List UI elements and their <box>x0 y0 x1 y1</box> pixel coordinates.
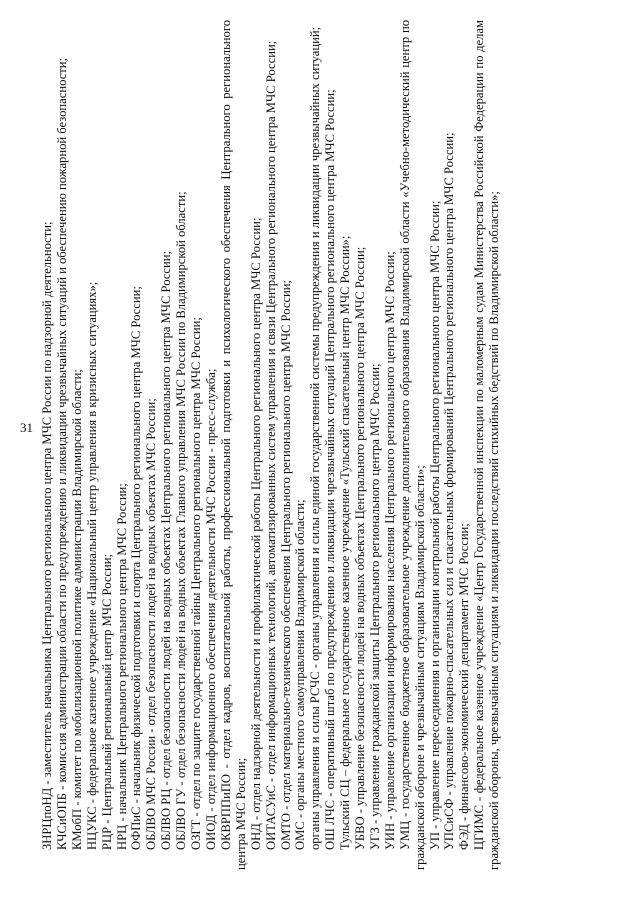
abbreviation-entry-oiod: ОИОД - отдел информационного обеспечения деятельности МЧС России - пресс-служба; <box>203 368 218 850</box>
abbreviation-entry-oblvo: ОБЛВО МЧС России - отдел безопасности людей на водных объектах МЧС России; <box>144 398 159 850</box>
abbreviation-entry-oms: ОМС - органы местного самоуправления Владимирской области; <box>293 499 308 850</box>
abbreviation-entry-oblvo_gu: ОБЛВО ГУ - отдел безопасности людей на водных объектах Главного управления МЧС России по Владимирской области; <box>174 191 189 850</box>
abbreviation-entry-upssisf: УПСиСФ - управление пожарно-спасательных сил и спасательных формирований Центрального регионального центра МЧС России; <box>442 132 457 850</box>
abbreviation-entry-ubvo: УБВО - управление безопасности людей на водных объектах Центрального регионального центра МЧС России; <box>353 246 368 850</box>
abbreviation-entry-fed: ФЭД - финансово-экономический департамент МЧС России; <box>457 523 472 850</box>
abbreviation-entry-ozgt: ОЗГТ - отдел по защите государственной тайны Центрального регионального центра МЧС России; <box>189 317 204 850</box>
abbreviation-entry-ond: ОНД - отдел надзорной деятельности и профилактической работы Центрального регионального центра МЧС России; <box>248 217 263 850</box>
abbreviation-entry-nrts: НРЦ - начальник Центрального регионального центра МЧС России; <box>114 483 129 850</box>
abbreviation-entry-oitasus: ОИТАСУиС - отдел информационных технологий, автоматизированных систем управления и связи Центрального регионального центра МЧС России; <box>263 40 278 850</box>
abbreviation-entry-okvrpipo: ОКВРППиПО - отдел кадров, воспитательной работы, профессиональной подготовки и психологического обеспечения Центрального регионального центра МЧС России; <box>218 20 248 870</box>
abbreviation-entry-uin: УИН - управление организации информирования населения Центрального регионального центра МЧС России; <box>382 251 397 850</box>
abbreviation-entry-znrponl: ЗНРЦпоНД - заместитель начальника Центрального регионального центра МЧС России по надзорной деятельности; <box>40 221 54 850</box>
abbreviation-entry-umts: УМЦ - государственное бюджетное образовательное учреждение дополнительного образования Владимирской области «Учебно-методический центр по гражданской обороне и чрезвычайным ситуациям Владимирской области»; <box>397 20 427 870</box>
abbreviation-entry-omto: ОМТО - отдел материально-технического обеспечения Центрального регионального центра МЧС России; <box>278 279 293 850</box>
abbreviation-entry-kchsiopb: КЧСиОПБ - комиссия администрации области по предупреждению и ликвидации чрезвычайных ситуаций и обеспечению пожарной безопасности; <box>54 57 69 850</box>
abbreviation-entry-ntsuks: НЦУКС - федеральное казенное учреждение «Национальный центр управления в кризисных ситуациях»; <box>84 281 99 850</box>
abbreviation-entry-oblvo_rts: ОБЛВО РЦ - отдел безопасности людей на водных объектах Центрального регионального центра МЧС России; <box>159 250 174 850</box>
abbreviation-entry-rtsr: РЦР - Центральный региональный центр МЧС России; <box>99 554 114 850</box>
abbreviation-entry-ugz: УГЗ - управление гражданской защиты Центрального регионального центра МЧС России; <box>367 363 382 850</box>
abbreviation-entry-rschs: органы управления и силы РСЧС - органы управления и силы единой государственной системы предупреждения и ликвидации чрезвычайных ситуаций; <box>308 26 323 850</box>
abbreviation-entry-tulsky_ss: Тульский СЦ – федеральное государственное казенное учреждение «Тульский спасательный центр МЧС России»; <box>338 235 353 850</box>
page-number: 31 <box>20 420 33 435</box>
abbreviation-entry-tsgims: ЦГИМС - федеральное казенное учреждение «Центр Государственной инспекции по маломерным судам Министерства Российской Федерации по делам гражданской обороны, чрезвычайным ситуациям и ликвидации последствий стихийных бедствий по Владимирской области»; <box>472 20 502 870</box>
abbreviation-entry-kmobp: КМобП - комитет по мобилизационной политике администрации Владимирской области; <box>69 369 84 850</box>
abbreviation-list <box>40 20 600 870</box>
abbreviation-entry-up: УП - управление пересоединения и организации контрольной работы Центрального регионального центра МЧС России; <box>427 200 442 850</box>
abbreviation-entry-osh_lchs: ОШ ЛЧС - оперативный штаб по предупреждению и ликвидации чрезвычайных ситуаций Центрального регионального центра МЧС России; <box>323 89 338 850</box>
abbreviation-entry-ofpis: ОФПиС - начальник физической подготовки и спорта Центрального регионального центра МЧС России; <box>129 286 144 850</box>
